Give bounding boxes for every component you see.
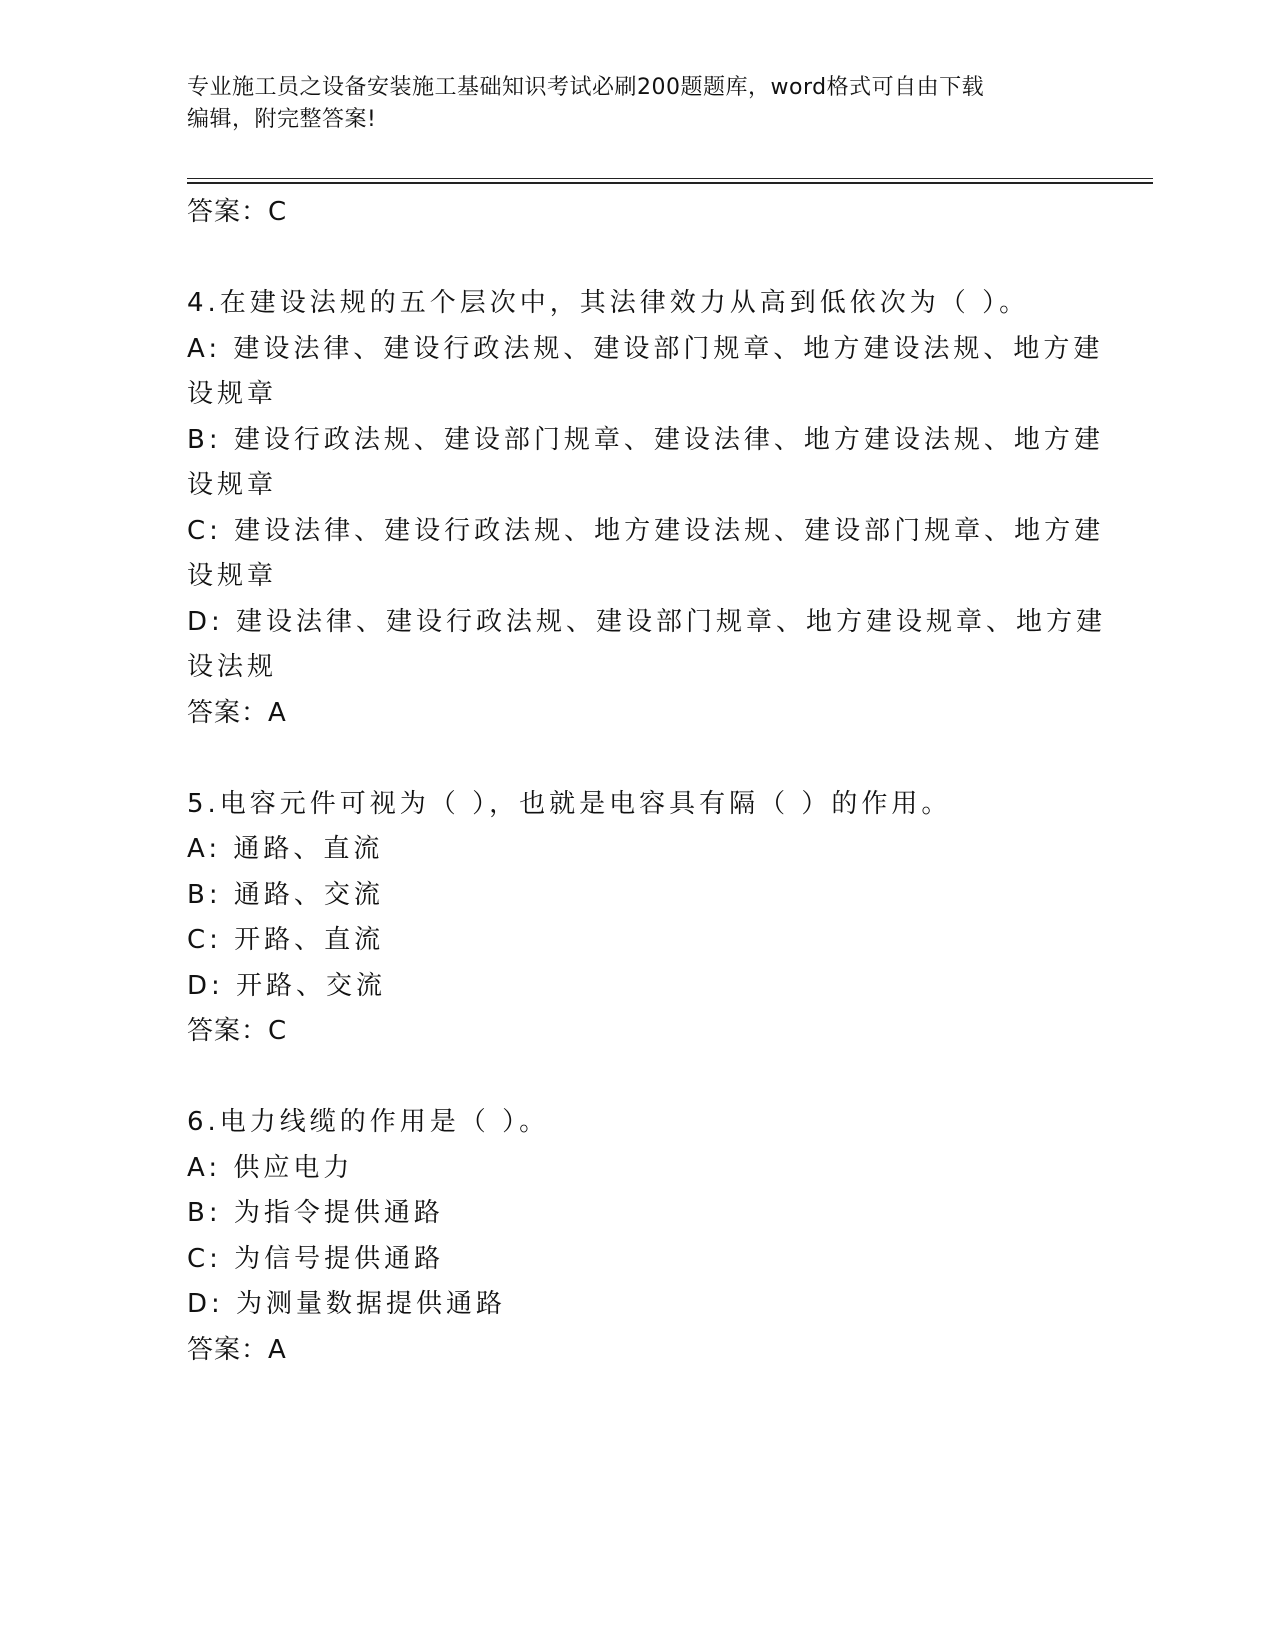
option-c-continued: 设规章 (187, 561, 278, 591)
previous-answer: 答案：C (187, 197, 288, 227)
question-6 (187, 1100, 1087, 1373)
question-stem: 4.在建设法规的五个层次中，其法律效力从高到低依次为（ ）。 (187, 288, 1030, 318)
option-d: D: 为测量数据提供通路 (187, 1289, 507, 1319)
option-a: A: 建设法律、建设行政法规、建设部门规章、地方建设法规、地方建 (187, 333, 1104, 364)
option-a-continued: 设规章 (187, 379, 278, 409)
option-d-continued: 设法规 (187, 652, 278, 682)
document-header (187, 72, 1067, 136)
option-c: C: 建设法律、建设行政法规、地方建设法规、建设部门规章、地方建 (187, 515, 1105, 546)
option-b: B: 为指令提供通路 (187, 1198, 444, 1228)
question-answer: 答案：A (187, 697, 287, 728)
question-answer: 答案：C (187, 1016, 288, 1046)
option-c: C: 开路、直流 (187, 925, 385, 955)
question-5 (187, 782, 1087, 1055)
header-divider-thick (187, 182, 1153, 184)
question-4 (187, 281, 1107, 736)
option-a: A: 供应电力 (187, 1152, 354, 1183)
option-d: D: 开路、交流 (187, 970, 387, 1001)
header-divider-thin (187, 178, 1153, 179)
question-stem: 5.电容元件可视为（ ），也就是电容具有隔（ ）的作用。 (187, 788, 952, 819)
question-stem: 6.电力线缆的作用是（ ）。 (187, 1107, 550, 1137)
option-d: D: 建设法律、建设行政法规、建设部门规章、地方建设规章、地方建 (187, 606, 1107, 637)
option-c: C: 为信号提供通路 (187, 1243, 445, 1274)
question-answer: 答案：A (187, 1334, 287, 1365)
spacer (187, 236, 1087, 282)
document-body (187, 190, 1107, 1373)
spacer (187, 1055, 1087, 1101)
header-title-line-2: 编辑，附完整答案! (187, 107, 377, 132)
spacer (187, 736, 1087, 782)
option-b: B: 建设行政法规、建设部门规章、建设法律、地方建设法规、地方建 (187, 424, 1104, 455)
option-a: A: 通路、直流 (187, 834, 384, 864)
option-b: B: 通路、交流 (187, 879, 384, 910)
header-title-line-1: 专业施工员之设备安装施工基础知识考试必刷200题题库，word格式可自由下载 (187, 75, 985, 100)
option-b-continued: 设规章 (187, 470, 278, 500)
